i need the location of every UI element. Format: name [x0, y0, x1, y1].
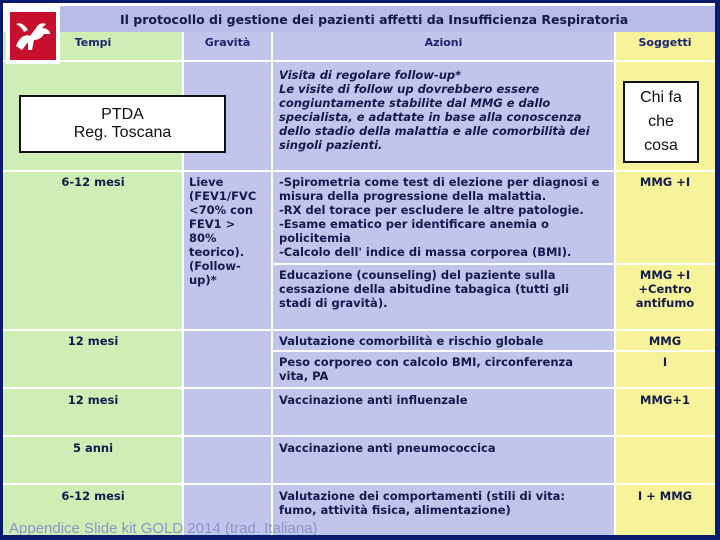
header-azioni: Azioni	[424, 36, 463, 49]
row6-soggetti: MMG+1	[640, 393, 690, 407]
text-line: fumo, attività fisica, alimentazione)	[279, 503, 511, 517]
divider	[271, 32, 273, 535]
header-tempi: Tempi	[74, 36, 112, 49]
title-text: Il protocollo di gestione dei pazienti affetti da Insufficienza Respiratoria	[120, 11, 629, 27]
row3-azioni	[279, 268, 569, 310]
text-line: +Centro	[638, 282, 692, 296]
divider	[3, 483, 715, 485]
text-line: Chi fa	[640, 89, 682, 106]
divider	[3, 170, 715, 172]
text-line: teorico).	[189, 245, 245, 259]
row4-tempi: 12 mesi	[67, 334, 119, 348]
slide	[3, 3, 715, 535]
row2-soggetti: MMG +I	[639, 175, 691, 189]
text-line: up)*	[189, 273, 217, 287]
text-line: antifumo	[635, 296, 695, 310]
text-line: congiuntamente stabilite dal MMG e dallo	[279, 96, 551, 110]
row6-tempi: 12 mesi	[67, 393, 119, 407]
row5-soggetti: I	[662, 355, 668, 369]
row8-azioni	[279, 489, 565, 517]
text-line: PTDA	[101, 106, 144, 123]
row6-azioni: Vaccinazione anti influenzale	[279, 393, 468, 407]
divider	[3, 60, 715, 62]
row8-soggetti: I + MMG	[637, 489, 693, 503]
text-line: <70% con	[189, 203, 254, 217]
divider	[3, 435, 715, 437]
row3-soggetti	[615, 268, 715, 310]
text-line: Peso corporeo con calcolo BMI, circonferenza	[279, 355, 573, 369]
text-line: -Calcolo dell' indice di massa corporea (BMI).	[279, 245, 572, 259]
row1-azioni	[279, 68, 590, 152]
header-gravita: Gravità	[204, 36, 251, 49]
text-line: 80%	[189, 231, 217, 245]
chi-fa-che-cosa-callout	[623, 81, 699, 163]
text-line: -Spirometria come test di elezione per diagnosi e	[279, 175, 600, 189]
text-line: FEV1 >	[189, 217, 236, 231]
divider	[3, 387, 715, 389]
row2-gravita	[189, 175, 256, 287]
text-line: cosa	[644, 137, 678, 154]
text-line: singoli pazienti.	[279, 138, 383, 152]
text-line: (FEV1/FVC	[189, 189, 257, 203]
text-line: misura della progressione della malattia.	[279, 189, 547, 203]
text-line: -Esame ematico per identificare anemia o	[279, 217, 549, 231]
text-line: MMG +I	[639, 268, 691, 282]
text-line: Le visite di follow up dovrebbero essere	[279, 82, 540, 96]
row5-azioni	[279, 355, 573, 383]
text-line: dello stadio della malattia e alle comorbilità dei	[279, 124, 590, 138]
row7-azioni: Vaccinazione anti pneumococcica	[279, 441, 496, 455]
text-line: Valutazione dei comportamenti (stili di vita:	[279, 489, 565, 503]
row7-tempi: 5 anni	[72, 441, 114, 455]
text-line: -RX del torace per escludere le altre patologie.	[279, 203, 584, 217]
text-line: Educazione (counseling) del paziente sulla	[279, 268, 556, 282]
row2-azioni	[279, 175, 599, 259]
text-line: che	[648, 113, 674, 130]
row2-tempi: 6-12 mesi	[61, 175, 125, 189]
row4-soggetti: MMG	[648, 334, 682, 348]
text-line: Visita di regolare follow-up*	[279, 68, 462, 82]
divider	[3, 329, 715, 331]
text-line: specialista, e adattate in base alla conoscenza	[279, 110, 582, 124]
header-soggetti: Soggetti	[638, 36, 692, 49]
divider	[272, 263, 715, 265]
page-title	[60, 6, 715, 32]
text-line: Lieve	[189, 175, 224, 189]
footer-caption: Appendice Slide kit GOLD 2014 (trad. Italiana)	[9, 520, 318, 535]
text-line: cessazione della abitudine tabagica (tutti gli	[279, 282, 570, 296]
text-line: stadi di gravità).	[279, 296, 388, 310]
ptda-callout	[19, 95, 226, 153]
text-line: policitemia	[279, 231, 351, 245]
text-line: (Follow-	[189, 259, 241, 273]
row8-tempi: 6-12 mesi	[61, 489, 125, 503]
divider	[272, 350, 715, 352]
text-line: vita, PA	[279, 369, 329, 383]
text-line: Reg. Toscana	[73, 124, 172, 141]
row4-azioni: Valutazione comorbilità e rischio globale	[279, 334, 544, 348]
